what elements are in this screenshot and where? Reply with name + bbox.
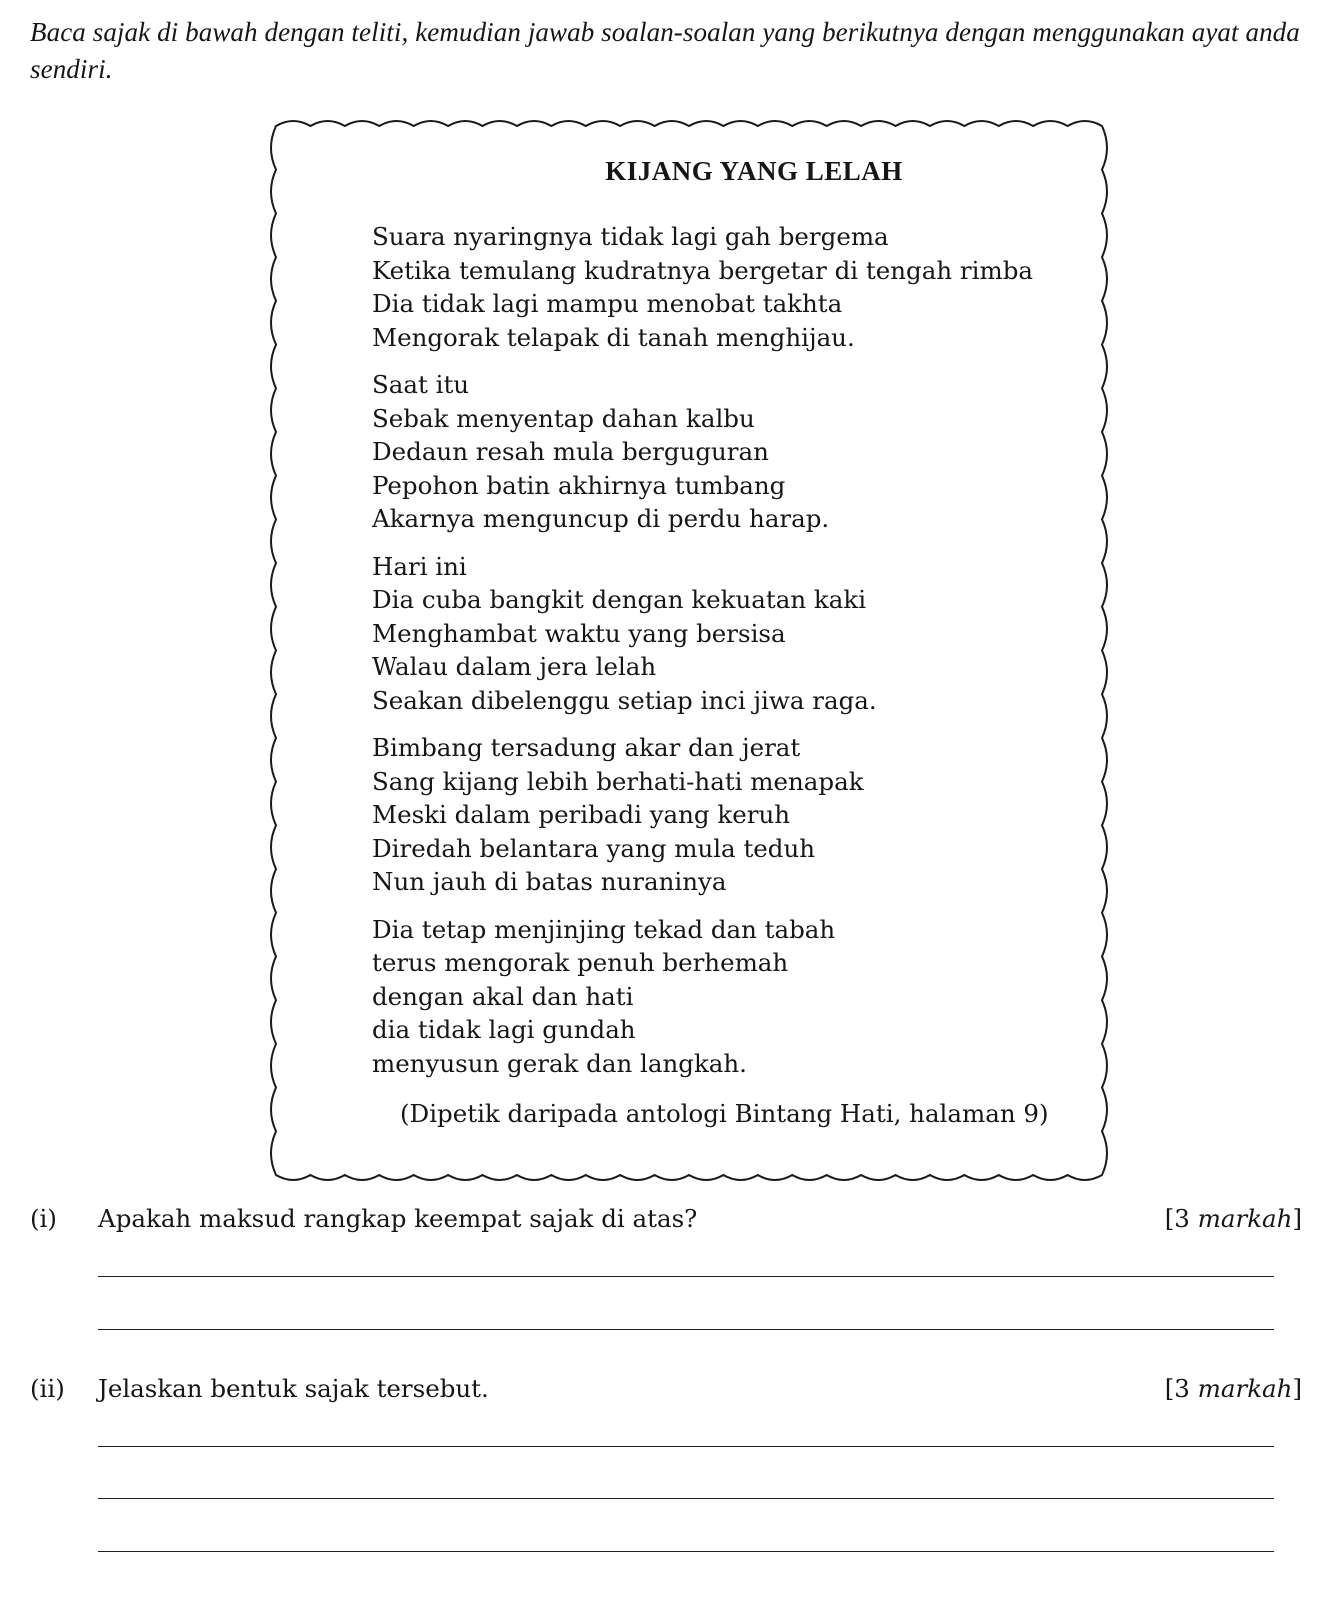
poem-line: Menghambat waktu yang bersisa <box>372 618 786 648</box>
question-text: Apakah maksud rangkap keempat sajak di atas? <box>98 1204 698 1233</box>
poem-line: Diredah belantara yang mula teduh <box>372 833 816 863</box>
poem-line: Dia tetap menjinjing tekad dan tabah <box>372 914 836 944</box>
question-number: (ii) <box>30 1374 65 1403</box>
poem-line: Sebak menyentap dahan kalbu <box>372 403 755 433</box>
poem-source: (Dipetik daripada antologi Bintang Hati, halaman 9) <box>400 1099 1049 1128</box>
poem-line: dia tidak lagi gundah <box>372 1015 636 1044</box>
answer-line[interactable] <box>98 1498 1274 1499</box>
poem-line: Dia tidak lagi mampu menobat takhta <box>372 289 843 318</box>
poem-line: Dia cuba bangkit dengan kekuatan kaki <box>372 585 867 614</box>
poem-line: Pepohon batin akhirnya tumbang <box>372 470 786 500</box>
poem-line: Meski dalam peribadi yang keruh <box>372 800 791 829</box>
question-marks: [3 markah] <box>1164 1374 1302 1403</box>
poem-body <box>372 220 1072 1094</box>
poem-line: Dedaun resah mula berguguran <box>372 437 769 466</box>
stanza-4 <box>372 731 1072 899</box>
poem-line: dengan akal dan hati <box>372 981 634 1011</box>
poem-title: KIJANG YANG LELAH <box>605 156 903 186</box>
poem-line: menyusun gerak dan langkah. <box>372 1048 747 1078</box>
poem-line: Seakan dibelenggu setiap inci jiwa raga. <box>372 685 877 715</box>
answer-line[interactable] <box>98 1329 1274 1330</box>
poem-line: Mengorak telapak di tanah menghijau. <box>372 322 855 352</box>
poem-line: Suara nyaringnya tidak lagi gah bergema <box>372 222 889 251</box>
poem-line: Ketika temulang kudratnya bergetar di tengah rimba <box>372 255 1033 285</box>
question-marks: [3 markah] <box>1164 1204 1302 1233</box>
answer-line[interactable] <box>98 1276 1274 1277</box>
poem-line: Nun jauh di batas nuraninya <box>372 867 727 896</box>
poem-line: Hari ini <box>372 551 467 581</box>
poem-box <box>268 118 1110 1183</box>
stanza-1 <box>372 220 1072 354</box>
poem-line: Saat itu <box>372 370 470 399</box>
answer-line[interactable] <box>98 1446 1274 1447</box>
instruction-text: Baca sajak di bawah dengan teliti, kemudian jawab soalan-soalan yang berikutnya dengan menggunakan ayat anda sendiri. <box>30 17 1300 84</box>
answer-line[interactable] <box>98 1551 1274 1552</box>
question-text: Jelaskan bentuk sajak tersebut. <box>98 1374 489 1403</box>
stanza-2 <box>372 368 1072 536</box>
poem-line: Akarnya menguncup di perdu harap. <box>372 504 830 533</box>
stanza-5 <box>372 913 1072 1081</box>
poem-line: terus mengorak penuh berhemah <box>372 948 789 977</box>
poem-line: Sang kijang lebih berhati-hati menapak <box>372 766 864 796</box>
poem-line: Walau dalam jera lelah <box>372 652 657 681</box>
stanza-3 <box>372 550 1072 718</box>
poem-line: Bimbang tersadung akar dan jerat <box>372 733 801 762</box>
question-number: (i) <box>30 1204 57 1233</box>
